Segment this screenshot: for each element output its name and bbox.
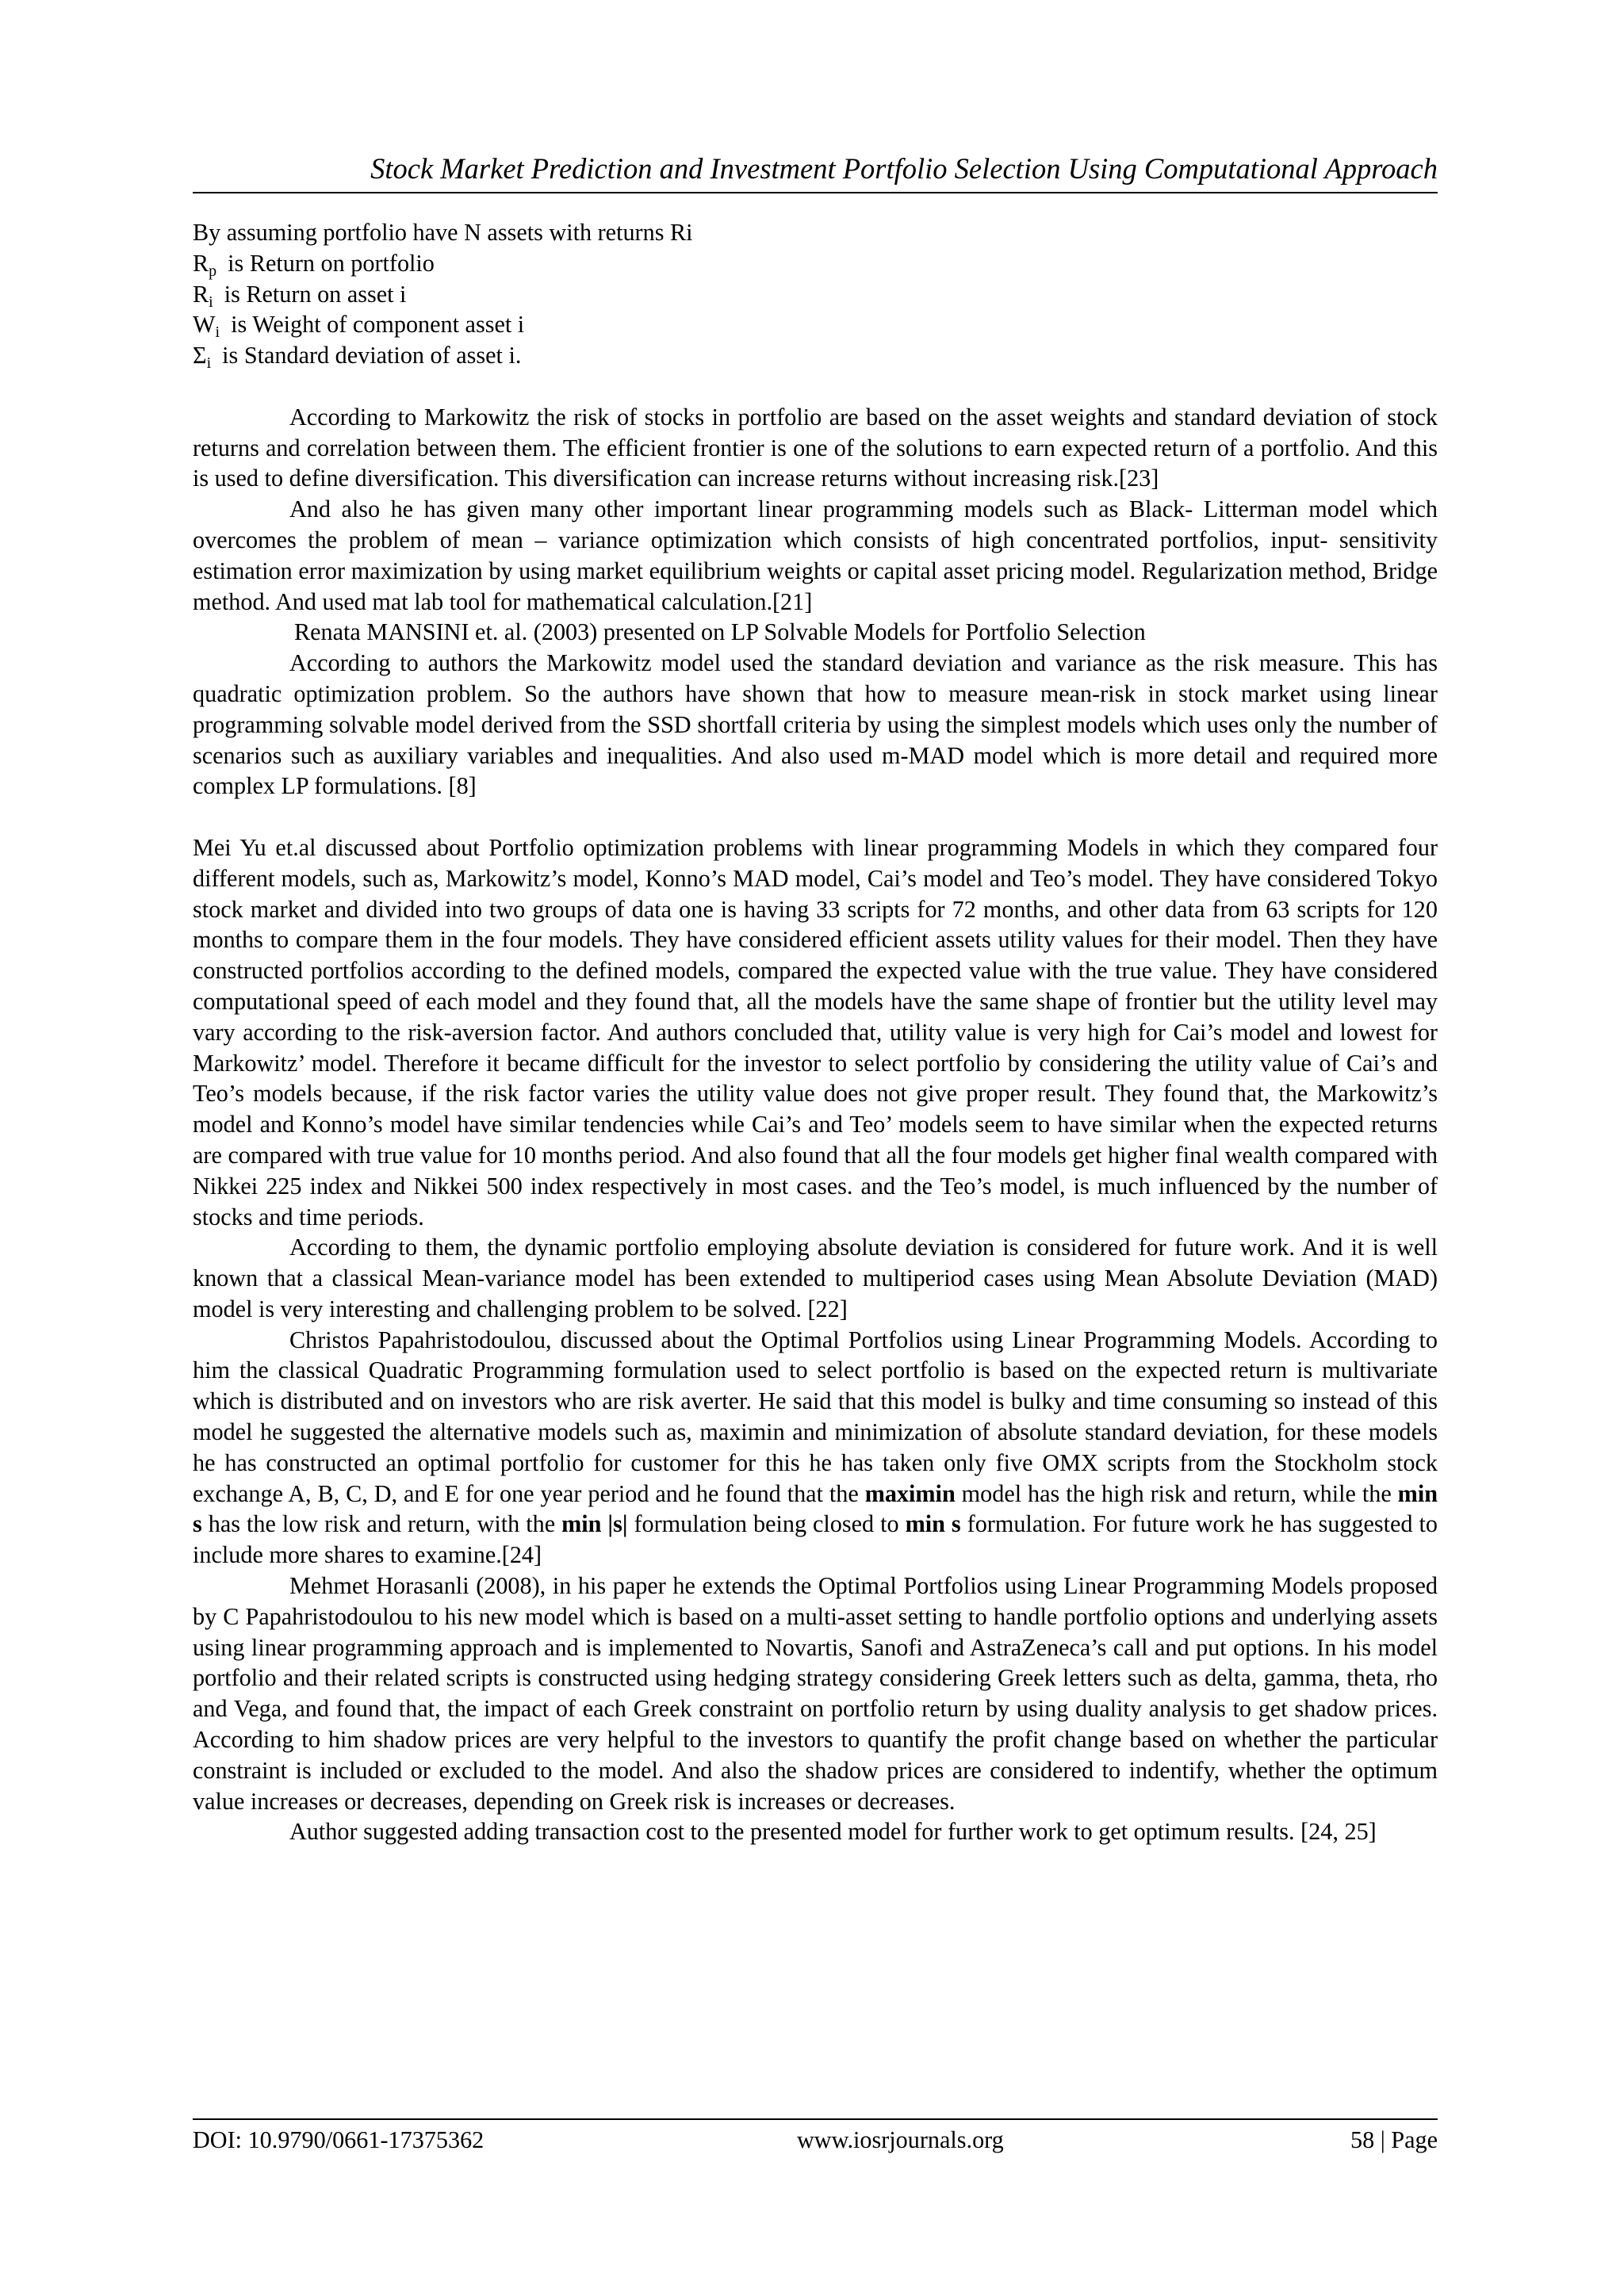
- page: [193, 151, 1438, 2252]
- definition-item: $R_i$ is Return on asset i: [193, 280, 407, 311]
- paragraph-markowitz-risk: According to Markowitz the risk of stocks in portfolio are based on the asset weights and standard deviation of stock returns and correlation between them. The efficient frontier is one of the solutions to earn expected return of a portfolio. And this is used to define diversification. This diversification can increase returns without increasing risk.[23]: [193, 403, 1438, 492]
- definitions-list: [193, 217, 1438, 371]
- paragraph-horasanli: Mehmet Horasanli (2008), in his paper he extends the Optimal Portfolios using Linear Programming Models proposed by C Papahristodoulou to his new model which is based on a multi-asset setting to handle portfolio options and underlying assets using linear programming approach and is implemented to Novartis, Sanofi and AstraZeneca’s call and put options. In his model portfolio and their related scripts is constructed using hedging strategy considering Greek letters such as delta, gamma, theta, rho and Vega, and found that, the impact of each Greek constraint on portfolio return by using duality analysis to get shadow prices. According to him shadow prices are very helpful to the investors to quantify the profit change based on whether the particular constraint is included or excluded to the model. And also the shadow prices are considered to indentify, whether the optimum value increases or decreases, depending on Greek risk is increases or decreases.: [193, 1572, 1438, 1815]
- definitions-intro: By assuming portfolio have N assets with returns Ri: [193, 219, 693, 246]
- page-footer: [193, 2118, 1438, 2155]
- definition-item: $R_p$ is Return on portfolio: [193, 249, 435, 280]
- footer-page-number: 58 | Page: [1350, 2126, 1438, 2153]
- paragraph-mansini-title: Renata MANSINI et. al. (2003) presented on LP Solvable Models for Portfolio Selection: [294, 618, 1146, 646]
- paragraph-mansini: According to authors the Markowitz model used the standard deviation and variance as the risk measure. This has quadratic optimization problem. So the authors have shown that how to measure mean-risk in stock market using linear programming solvable model derived from the SSD shortfall criteria by using the simplest models which uses only the number of scenarios such as auxiliary variables and inequalities. And also used m-MAD model which is more detail and required more complex LP formulations. [8]: [193, 649, 1438, 800]
- paragraph-dynamic-portfolio: According to them, the dynamic portfolio employing absolute deviation is considered for future work. And it is well known that a classical Mean-variance model has been extended to multiperiod cases using Mean Absolute Deviation (MAD) model is very interesting and challenging problem to be solved. [22]: [193, 1234, 1438, 1322]
- article-body: [193, 217, 1438, 1847]
- paragraph-mei-yu: Mei Yu et.al discussed about Portfolio optimization problems with linear programming Models in which they compared four different models, such as, Markowitz’s model, Konno’s MAD model, Cai’s model and Teo’s model. They have considered Tokyo stock market and divided into two groups of data one is having 33 scripts for 72 months, and other data from 63 scripts for 120 months to compare them in the four models. They have considered efficient assets utility values for their model. Then they have constructed portfolios according to the defined models, compared the expected value with the true value. They have considered computational speed of each model and they found that, all the models have the same shape of frontier but the utility level may vary according to the risk-aversion factor. And authors concluded that, utility value is very high for Cai’s model and lowest for Markowitz’ model. Therefore it became difficult for the investor to select portfolio by considering the utility value of Cai’s and Teo’s models because, if the risk factor varies the utility value does not give proper result. They found that, the Markowitz’s model and Konno’s model have similar tendencies while Cai’s and Teo’ models seem to have similar when the expected returns are compared with true value for 10 months period. And also found that all the four models get higher final wealth compared with Nikkei 225 index and Nikkei 500 index respectively in most cases. and the Teo’s model, is much influenced by the number of stocks and time periods.: [193, 833, 1438, 1230]
- definition-item: $\Sigma_i$ is Standard deviation of asset i.: [193, 342, 522, 373]
- footer-website: www.iosrjournals.org: [797, 2126, 1004, 2153]
- running-header: Stock Market Prediction and Investment Portfolio Selection Using Computational Approach: [193, 151, 1438, 193]
- paragraph-linear-models: And also he has given many other important linear programming models such as Black- Litterman model which overcomes the problem of mean – variance optimization which consists of high concentrated portfolios, input- sensitivity estimation error maximization by using market equilibrium weights or capital asset pricing model. Regularization method, Bridge method. And used mat lab tool for mathematical calculation.[21]: [193, 496, 1438, 615]
- footer-doi: DOI: 10.9790/0661-17375362: [193, 2126, 485, 2153]
- paragraph-papahristodoulou: Christos Papahristodoulou, discussed about the Optimal Portfolios using Linear Programming Models. According to him the classical Quadratic Programming formulation used to select portfolio is based on the expected return is multivariate which is distributed and on investors who are risk averter. He said that this model is bulky and time consuming so instead of this model he suggested the alternative models such as, maximin and minimization of absolute standard deviation, for these models he has constructed an optimal portfolio for customer for this he has taken only five OMX scripts from the Stockholm stock exchange A, B, C, D, and E for one year period and he found that the maximin model has the high risk and return, while the min s has the low risk and return, with the min |s| formulation being closed to min s formulation. For future work he has suggested to include more shares to examine.[24]: [193, 1326, 1438, 1569]
- definition-item: $W_i$ is Weight of component asset i: [193, 311, 525, 342]
- paragraph-transaction-cost: Author suggested adding transaction cost to the presented model for further work to get optimum results. [24, 25]: [289, 1818, 1377, 1846]
